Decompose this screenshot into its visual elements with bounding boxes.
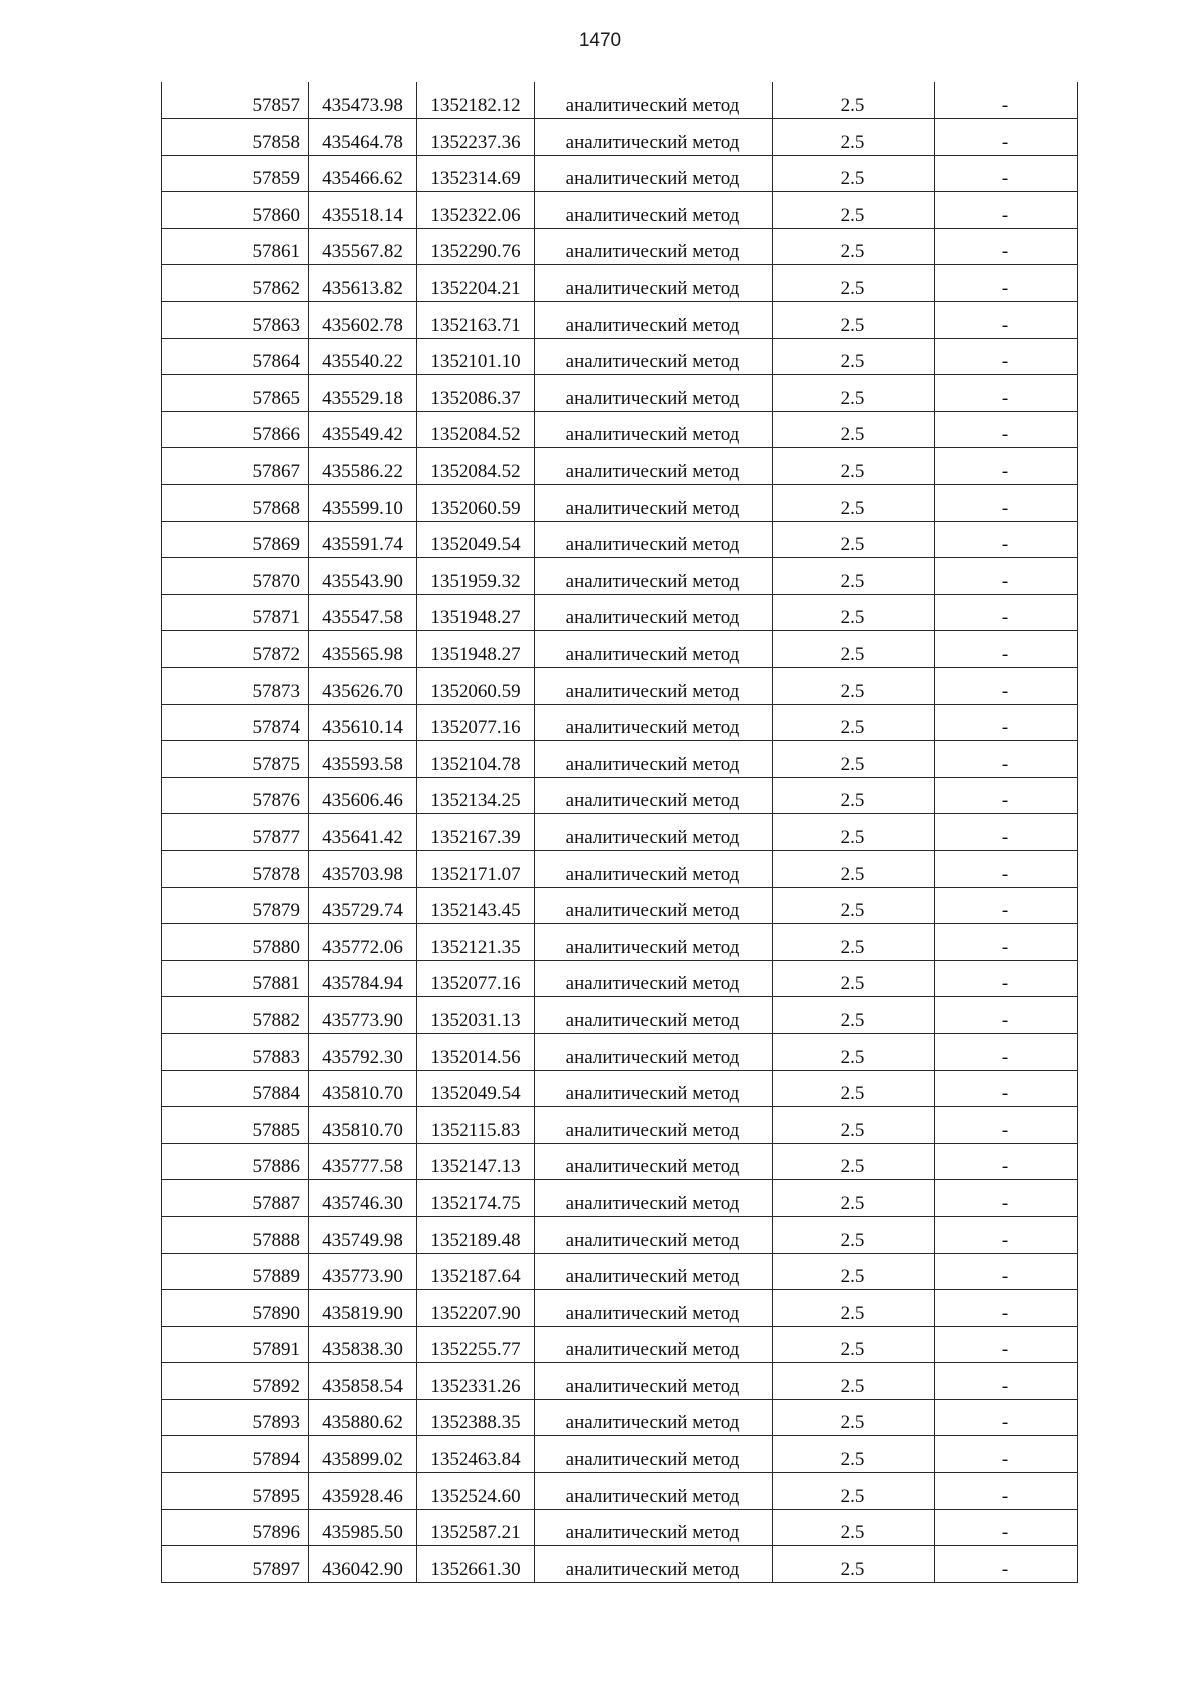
- accuracy-cell: 2.5: [773, 997, 935, 1034]
- method-cell: аналитический метод: [535, 1070, 773, 1107]
- point-number-cell: 57895: [162, 1473, 309, 1510]
- x-coordinate-cell: 435772.06: [309, 924, 417, 961]
- note-cell: -: [935, 1473, 1078, 1510]
- accuracy-cell: 2.5: [773, 1107, 935, 1144]
- table-row: [162, 485, 1078, 522]
- point-number-cell: 57866: [162, 411, 309, 448]
- accuracy-cell: 2.5: [773, 668, 935, 705]
- method-cell: аналитический метод: [535, 558, 773, 595]
- method-cell: аналитический метод: [535, 960, 773, 997]
- note-cell: -: [935, 1436, 1078, 1473]
- y-coordinate-cell: 1352077.16: [417, 960, 535, 997]
- table-row: [162, 741, 1078, 778]
- point-number-cell: 57869: [162, 521, 309, 558]
- note-cell: -: [935, 1143, 1078, 1180]
- accuracy-cell: 2.5: [773, 448, 935, 485]
- accuracy-cell: 2.5: [773, 119, 935, 156]
- y-coordinate-cell: 1352101.10: [417, 338, 535, 375]
- note-cell: -: [935, 1253, 1078, 1290]
- table-row: [162, 887, 1078, 924]
- accuracy-cell: 2.5: [773, 155, 935, 192]
- point-number-cell: 57860: [162, 192, 309, 229]
- x-coordinate-cell: 435464.78: [309, 119, 417, 156]
- y-coordinate-cell: 1352314.69: [417, 155, 535, 192]
- x-coordinate-cell: 435547.58: [309, 594, 417, 631]
- table-row: [162, 521, 1078, 558]
- accuracy-cell: 2.5: [773, 411, 935, 448]
- y-coordinate-cell: 1352174.75: [417, 1180, 535, 1217]
- y-coordinate-cell: 1352167.39: [417, 814, 535, 851]
- y-coordinate-cell: 1352084.52: [417, 448, 535, 485]
- method-cell: аналитический метод: [535, 887, 773, 924]
- accuracy-cell: 2.5: [773, 960, 935, 997]
- x-coordinate-cell: 435610.14: [309, 704, 417, 741]
- note-cell: -: [935, 1290, 1078, 1327]
- y-coordinate-cell: 1352171.07: [417, 850, 535, 887]
- method-cell: аналитический метод: [535, 594, 773, 631]
- x-coordinate-cell: 435880.62: [309, 1399, 417, 1436]
- point-number-cell: 57897: [162, 1546, 309, 1583]
- method-cell: аналитический метод: [535, 119, 773, 156]
- point-number-cell: 57864: [162, 338, 309, 375]
- x-coordinate-cell: 435466.62: [309, 155, 417, 192]
- method-cell: аналитический метод: [535, 1363, 773, 1400]
- table-row: [162, 558, 1078, 595]
- table-body: [162, 82, 1078, 1582]
- x-coordinate-cell: 435819.90: [309, 1290, 417, 1327]
- note-cell: -: [935, 1326, 1078, 1363]
- method-cell: аналитический метод: [535, 704, 773, 741]
- note-cell: -: [935, 302, 1078, 339]
- x-coordinate-cell: 435792.30: [309, 1033, 417, 1070]
- y-coordinate-cell: 1352031.13: [417, 997, 535, 1034]
- x-coordinate-cell: 435529.18: [309, 375, 417, 412]
- point-number-cell: 57884: [162, 1070, 309, 1107]
- x-coordinate-cell: 435599.10: [309, 485, 417, 522]
- accuracy-cell: 2.5: [773, 521, 935, 558]
- y-coordinate-cell: 1352255.77: [417, 1326, 535, 1363]
- point-number-cell: 57889: [162, 1253, 309, 1290]
- note-cell: -: [935, 594, 1078, 631]
- x-coordinate-cell: 435641.42: [309, 814, 417, 851]
- point-number-cell: 57893: [162, 1399, 309, 1436]
- y-coordinate-cell: 1351959.32: [417, 558, 535, 595]
- y-coordinate-cell: 1352331.26: [417, 1363, 535, 1400]
- note-cell: -: [935, 1180, 1078, 1217]
- x-coordinate-cell: 435784.94: [309, 960, 417, 997]
- accuracy-cell: 2.5: [773, 1509, 935, 1546]
- note-cell: -: [935, 411, 1078, 448]
- x-coordinate-cell: 435540.22: [309, 338, 417, 375]
- point-number-cell: 57894: [162, 1436, 309, 1473]
- x-coordinate-cell: 436042.90: [309, 1546, 417, 1583]
- table-row: [162, 448, 1078, 485]
- accuracy-cell: 2.5: [773, 631, 935, 668]
- method-cell: аналитический метод: [535, 1290, 773, 1327]
- y-coordinate-cell: 1352014.56: [417, 1033, 535, 1070]
- accuracy-cell: 2.5: [773, 1070, 935, 1107]
- y-coordinate-cell: 1352077.16: [417, 704, 535, 741]
- table-row: [162, 1253, 1078, 1290]
- point-number-cell: 57888: [162, 1216, 309, 1253]
- note-cell: -: [935, 485, 1078, 522]
- y-coordinate-cell: 1352524.60: [417, 1473, 535, 1510]
- point-number-cell: 57875: [162, 741, 309, 778]
- note-cell: -: [935, 558, 1078, 595]
- note-cell: -: [935, 448, 1078, 485]
- accuracy-cell: 2.5: [773, 924, 935, 961]
- note-cell: -: [935, 777, 1078, 814]
- table-row: [162, 1143, 1078, 1180]
- point-number-cell: 57861: [162, 228, 309, 265]
- y-coordinate-cell: 1352134.25: [417, 777, 535, 814]
- note-cell: -: [935, 631, 1078, 668]
- table-row: [162, 1509, 1078, 1546]
- note-cell: -: [935, 155, 1078, 192]
- accuracy-cell: 2.5: [773, 1216, 935, 1253]
- point-number-cell: 57872: [162, 631, 309, 668]
- table-row: [162, 1473, 1078, 1510]
- note-cell: -: [935, 814, 1078, 851]
- note-cell: -: [935, 1399, 1078, 1436]
- method-cell: аналитический метод: [535, 668, 773, 705]
- x-coordinate-cell: 435593.58: [309, 741, 417, 778]
- table-row: [162, 1290, 1078, 1327]
- method-cell: аналитический метод: [535, 1033, 773, 1070]
- point-number-cell: 57879: [162, 887, 309, 924]
- table-row: [162, 265, 1078, 302]
- table-row: [162, 302, 1078, 339]
- table-row: [162, 850, 1078, 887]
- table-row: [162, 997, 1078, 1034]
- x-coordinate-cell: 435613.82: [309, 265, 417, 302]
- table-row: [162, 704, 1078, 741]
- y-coordinate-cell: 1352060.59: [417, 485, 535, 522]
- x-coordinate-cell: 435773.90: [309, 997, 417, 1034]
- point-number-cell: 57873: [162, 668, 309, 705]
- y-coordinate-cell: 1352204.21: [417, 265, 535, 302]
- accuracy-cell: 2.5: [773, 1180, 935, 1217]
- accuracy-cell: 2.5: [773, 1253, 935, 1290]
- table-row: [162, 924, 1078, 961]
- point-number-cell: 57877: [162, 814, 309, 851]
- x-coordinate-cell: 435543.90: [309, 558, 417, 595]
- table-row: [162, 960, 1078, 997]
- note-cell: -: [935, 1033, 1078, 1070]
- method-cell: аналитический метод: [535, 375, 773, 412]
- y-coordinate-cell: 1351948.27: [417, 631, 535, 668]
- accuracy-cell: 2.5: [773, 1399, 935, 1436]
- method-cell: аналитический метод: [535, 448, 773, 485]
- accuracy-cell: 2.5: [773, 850, 935, 887]
- x-coordinate-cell: 435858.54: [309, 1363, 417, 1400]
- table-row: [162, 1180, 1078, 1217]
- y-coordinate-cell: 1352388.35: [417, 1399, 535, 1436]
- table-row: [162, 155, 1078, 192]
- accuracy-cell: 2.5: [773, 1546, 935, 1583]
- note-cell: -: [935, 1107, 1078, 1144]
- table-row: [162, 192, 1078, 229]
- point-number-cell: 57892: [162, 1363, 309, 1400]
- note-cell: -: [935, 521, 1078, 558]
- point-number-cell: 57881: [162, 960, 309, 997]
- point-number-cell: 57863: [162, 302, 309, 339]
- note-cell: -: [935, 668, 1078, 705]
- point-number-cell: 57874: [162, 704, 309, 741]
- method-cell: аналитический метод: [535, 1216, 773, 1253]
- point-number-cell: 57891: [162, 1326, 309, 1363]
- table-row: [162, 1546, 1078, 1583]
- point-number-cell: 57865: [162, 375, 309, 412]
- point-number-cell: 57878: [162, 850, 309, 887]
- accuracy-cell: 2.5: [773, 741, 935, 778]
- table-row: [162, 82, 1078, 119]
- point-number-cell: 57859: [162, 155, 309, 192]
- note-cell: -: [935, 924, 1078, 961]
- accuracy-cell: 2.5: [773, 704, 935, 741]
- accuracy-cell: 2.5: [773, 594, 935, 631]
- table-row: [162, 119, 1078, 156]
- note-cell: -: [935, 704, 1078, 741]
- note-cell: -: [935, 850, 1078, 887]
- point-number-cell: 57862: [162, 265, 309, 302]
- table-row: [162, 338, 1078, 375]
- note-cell: -: [935, 192, 1078, 229]
- note-cell: -: [935, 1070, 1078, 1107]
- accuracy-cell: 2.5: [773, 558, 935, 595]
- page-number: 1470: [578, 30, 622, 51]
- x-coordinate-cell: 435899.02: [309, 1436, 417, 1473]
- note-cell: -: [935, 1216, 1078, 1253]
- y-coordinate-cell: 1352060.59: [417, 668, 535, 705]
- note-cell: -: [935, 997, 1078, 1034]
- x-coordinate-cell: 435749.98: [309, 1216, 417, 1253]
- y-coordinate-cell: 1352163.71: [417, 302, 535, 339]
- point-number-cell: 57883: [162, 1033, 309, 1070]
- accuracy-cell: 2.5: [773, 375, 935, 412]
- x-coordinate-cell: 435473.98: [309, 82, 417, 119]
- method-cell: аналитический метод: [535, 82, 773, 119]
- y-coordinate-cell: 1352237.36: [417, 119, 535, 156]
- point-number-cell: 57887: [162, 1180, 309, 1217]
- accuracy-cell: 2.5: [773, 192, 935, 229]
- method-cell: аналитический метод: [535, 1546, 773, 1583]
- method-cell: аналитический метод: [535, 302, 773, 339]
- note-cell: -: [935, 338, 1078, 375]
- method-cell: аналитический метод: [535, 924, 773, 961]
- table-row: [162, 411, 1078, 448]
- x-coordinate-cell: 435838.30: [309, 1326, 417, 1363]
- accuracy-cell: 2.5: [773, 338, 935, 375]
- x-coordinate-cell: 435602.78: [309, 302, 417, 339]
- x-coordinate-cell: 435810.70: [309, 1070, 417, 1107]
- point-number-cell: 57880: [162, 924, 309, 961]
- table-row: [162, 668, 1078, 705]
- x-coordinate-cell: 435586.22: [309, 448, 417, 485]
- accuracy-cell: 2.5: [773, 1143, 935, 1180]
- accuracy-cell: 2.5: [773, 1436, 935, 1473]
- accuracy-cell: 2.5: [773, 1473, 935, 1510]
- x-coordinate-cell: 435810.70: [309, 1107, 417, 1144]
- note-cell: -: [935, 741, 1078, 778]
- method-cell: аналитический метод: [535, 1399, 773, 1436]
- x-coordinate-cell: 435591.74: [309, 521, 417, 558]
- note-cell: -: [935, 265, 1078, 302]
- note-cell: -: [935, 375, 1078, 412]
- y-coordinate-cell: 1352290.76: [417, 228, 535, 265]
- y-coordinate-cell: 1352049.54: [417, 1070, 535, 1107]
- method-cell: аналитический метод: [535, 631, 773, 668]
- accuracy-cell: 2.5: [773, 887, 935, 924]
- note-cell: -: [935, 1546, 1078, 1583]
- table-row: [162, 1399, 1078, 1436]
- note-cell: -: [935, 1363, 1078, 1400]
- point-number-cell: 57885: [162, 1107, 309, 1144]
- y-coordinate-cell: 1352463.84: [417, 1436, 535, 1473]
- method-cell: аналитический метод: [535, 192, 773, 229]
- y-coordinate-cell: 1352086.37: [417, 375, 535, 412]
- table-row: [162, 1326, 1078, 1363]
- method-cell: аналитический метод: [535, 1180, 773, 1217]
- method-cell: аналитический метод: [535, 521, 773, 558]
- accuracy-cell: 2.5: [773, 265, 935, 302]
- x-coordinate-cell: 435985.50: [309, 1509, 417, 1546]
- note-cell: -: [935, 119, 1078, 156]
- x-coordinate-cell: 435518.14: [309, 192, 417, 229]
- method-cell: аналитический метод: [535, 338, 773, 375]
- table-row: [162, 1070, 1078, 1107]
- method-cell: аналитический метод: [535, 1107, 773, 1144]
- point-number-cell: 57868: [162, 485, 309, 522]
- accuracy-cell: 2.5: [773, 302, 935, 339]
- y-coordinate-cell: 1351948.27: [417, 594, 535, 631]
- y-coordinate-cell: 1352182.12: [417, 82, 535, 119]
- method-cell: аналитический метод: [535, 741, 773, 778]
- accuracy-cell: 2.5: [773, 1290, 935, 1327]
- y-coordinate-cell: 1352207.90: [417, 1290, 535, 1327]
- table-row: [162, 1216, 1078, 1253]
- method-cell: аналитический метод: [535, 1473, 773, 1510]
- accuracy-cell: 2.5: [773, 1033, 935, 1070]
- table-row: [162, 1107, 1078, 1144]
- x-coordinate-cell: 435746.30: [309, 1180, 417, 1217]
- y-coordinate-cell: 1352104.78: [417, 741, 535, 778]
- method-cell: аналитический метод: [535, 1436, 773, 1473]
- accuracy-cell: 2.5: [773, 777, 935, 814]
- point-number-cell: 57870: [162, 558, 309, 595]
- y-coordinate-cell: 1352049.54: [417, 521, 535, 558]
- point-number-cell: 57857: [162, 82, 309, 119]
- method-cell: аналитический метод: [535, 1509, 773, 1546]
- coordinates-table: [161, 82, 1078, 1583]
- x-coordinate-cell: 435549.42: [309, 411, 417, 448]
- x-coordinate-cell: 435773.90: [309, 1253, 417, 1290]
- x-coordinate-cell: 435928.46: [309, 1473, 417, 1510]
- note-cell: -: [935, 960, 1078, 997]
- accuracy-cell: 2.5: [773, 1326, 935, 1363]
- accuracy-cell: 2.5: [773, 1363, 935, 1400]
- table-row: [162, 777, 1078, 814]
- table-row: [162, 594, 1078, 631]
- y-coordinate-cell: 1352115.83: [417, 1107, 535, 1144]
- y-coordinate-cell: 1352147.13: [417, 1143, 535, 1180]
- x-coordinate-cell: 435777.58: [309, 1143, 417, 1180]
- table-row: [162, 228, 1078, 265]
- point-number-cell: 57876: [162, 777, 309, 814]
- note-cell: -: [935, 82, 1078, 119]
- y-coordinate-cell: 1352587.21: [417, 1509, 535, 1546]
- table-row: [162, 1363, 1078, 1400]
- note-cell: -: [935, 228, 1078, 265]
- point-number-cell: 57867: [162, 448, 309, 485]
- point-number-cell: 57890: [162, 1290, 309, 1327]
- y-coordinate-cell: 1352187.64: [417, 1253, 535, 1290]
- y-coordinate-cell: 1352084.52: [417, 411, 535, 448]
- table-row: [162, 814, 1078, 851]
- method-cell: аналитический метод: [535, 228, 773, 265]
- method-cell: аналитический метод: [535, 1143, 773, 1180]
- table-row: [162, 631, 1078, 668]
- y-coordinate-cell: 1352189.48: [417, 1216, 535, 1253]
- accuracy-cell: 2.5: [773, 814, 935, 851]
- point-number-cell: 57858: [162, 119, 309, 156]
- method-cell: аналитический метод: [535, 155, 773, 192]
- method-cell: аналитический метод: [535, 1326, 773, 1363]
- x-coordinate-cell: 435703.98: [309, 850, 417, 887]
- x-coordinate-cell: 435567.82: [309, 228, 417, 265]
- method-cell: аналитический метод: [535, 411, 773, 448]
- table-row: [162, 1436, 1078, 1473]
- method-cell: аналитический метод: [535, 777, 773, 814]
- method-cell: аналитический метод: [535, 1253, 773, 1290]
- note-cell: -: [935, 1509, 1078, 1546]
- table-row: [162, 375, 1078, 412]
- point-number-cell: 57896: [162, 1509, 309, 1546]
- point-number-cell: 57886: [162, 1143, 309, 1180]
- y-coordinate-cell: 1352661.30: [417, 1546, 535, 1583]
- method-cell: аналитический метод: [535, 485, 773, 522]
- method-cell: аналитический метод: [535, 850, 773, 887]
- method-cell: аналитический метод: [535, 997, 773, 1034]
- x-coordinate-cell: 435729.74: [309, 887, 417, 924]
- method-cell: аналитический метод: [535, 265, 773, 302]
- note-cell: -: [935, 887, 1078, 924]
- point-number-cell: 57871: [162, 594, 309, 631]
- x-coordinate-cell: 435565.98: [309, 631, 417, 668]
- accuracy-cell: 2.5: [773, 228, 935, 265]
- point-number-cell: 57882: [162, 997, 309, 1034]
- y-coordinate-cell: 1352143.45: [417, 887, 535, 924]
- accuracy-cell: 2.5: [773, 485, 935, 522]
- accuracy-cell: 2.5: [773, 82, 935, 119]
- x-coordinate-cell: 435606.46: [309, 777, 417, 814]
- y-coordinate-cell: 1352322.06: [417, 192, 535, 229]
- y-coordinate-cell: 1352121.35: [417, 924, 535, 961]
- method-cell: аналитический метод: [535, 814, 773, 851]
- table-row: [162, 1033, 1078, 1070]
- x-coordinate-cell: 435626.70: [309, 668, 417, 705]
